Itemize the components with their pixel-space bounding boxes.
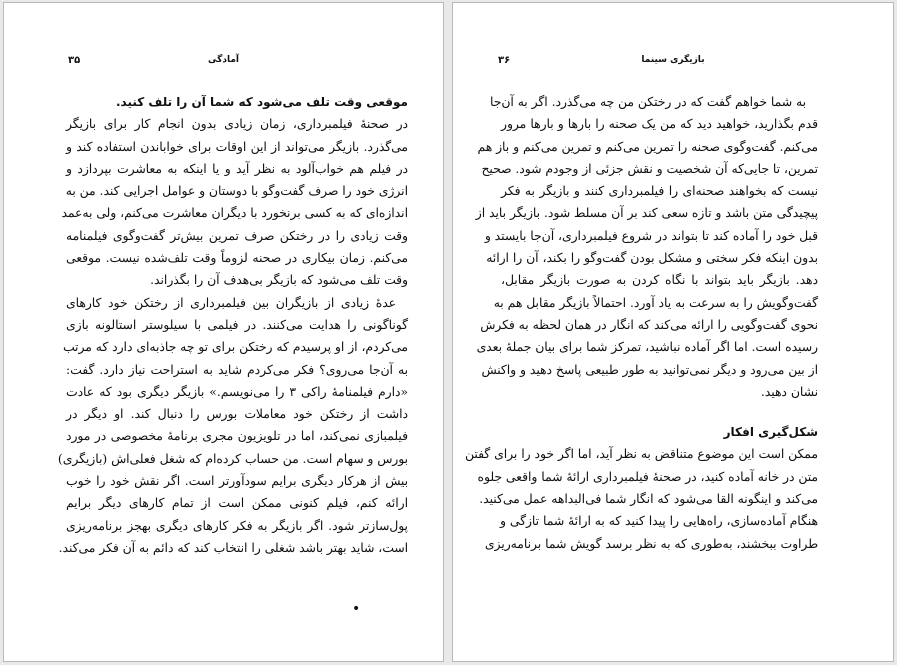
text-line: پول‌سازتر شود. اگر بازیگر به فکر کارهای دیگری بهجز برنامه‌ریزی bbox=[66, 518, 408, 533]
running-title: بازیگری سینما bbox=[641, 55, 705, 65]
text-line: پیچیدگی متن باشد و تازه سعی کند بر آن مسلط شود. بازیگر باید از bbox=[475, 206, 818, 221]
left-page bbox=[3, 2, 444, 662]
text-line: نیست که بخواهند صحنه‌ای را فیلمبرداری کنند و بازیگر به فکر bbox=[501, 184, 818, 199]
text-line: گوناگونی را هدایت می‌کنند. در فیلمی با سیلوستر استالونه بازی bbox=[66, 317, 408, 332]
section-heading: شکل‌گیری افکار bbox=[723, 425, 818, 440]
text-line: بورس و سهام است. من حساب کرده‌ام که شغل فعلی‌اش (بازیگری) bbox=[57, 451, 408, 466]
text-line: متن در خانه آماده کنید، در صحنهٔ فیلمبرداری ارائهٔ شما واقعی جلوه bbox=[477, 469, 818, 484]
text-line: از بین می‌رود و دیگر نمی‌توانید به طور طبیعی پاسخ دهید و واکنش bbox=[481, 362, 818, 377]
text-line: وقت تلف می‌شود که بازیگر بی‌هدف آن را بگذراند. bbox=[150, 273, 408, 288]
text-line: نشان دهید. bbox=[760, 384, 818, 399]
right-running-head bbox=[453, 55, 893, 71]
text-line: به شما خواهم گفت که در رختکن من چه می‌گذرد. اگر به آن‌جا bbox=[489, 95, 806, 109]
text-line: بدون اینکه فکر سختی و مشکل بودن گفت‌وگو را بکند، آن را ارائه bbox=[486, 251, 818, 266]
running-title: آمادگی bbox=[208, 55, 239, 65]
text-line: می‌کنم. گفت‌وگوی صحنه را تمرین می‌کنم و تمرین می‌کنم و باز هم bbox=[477, 139, 818, 154]
right-page bbox=[452, 2, 894, 662]
text-line: به آن‌جا می‌روی؟ فکر می‌کردم شاید به استراحت نیاز دارد. گفت: bbox=[66, 362, 408, 377]
text-line: قدم بگذارید، خواهید دید که من یک صحنه را بارها و بارها مرور bbox=[501, 117, 818, 132]
page-number: ۳۶ bbox=[498, 55, 511, 66]
text-line: فیلمبازی نمی‌کند، اما در تلویزیون مجری برنامهٔ مخصوصی در مورد bbox=[66, 429, 408, 444]
page-number: ۳۵ bbox=[68, 55, 81, 66]
text-line: قبل خود را آماده کند تا بتواند در شروع فیلمبرداری، آن‌جا بایستد و bbox=[484, 228, 818, 243]
text-line: نحوی گفت‌وگویی را ارائه می‌کند که انگار در همان لحظه به فکرش bbox=[480, 317, 818, 332]
text-line: عدهٔ زیادی از بازیگران بین فیلمبرداری از رختکن خود کارهای bbox=[66, 295, 396, 310]
text-line: می‌کند و اینگونه القا می‌شود که انگار شما فی‌البداهه عمل می‌کنید. bbox=[479, 492, 818, 507]
text-line: گفت‌وگویش را به سرعت به یاد آورد. احتمالاً بازیگر مقابل هم به bbox=[493, 295, 818, 310]
text-line: در صحنهٔ فیلمبرداری، زمان زیادی بدون انجام کار برای بازیگر bbox=[66, 117, 408, 132]
text-line: تمرین، تا جایی‌که آن شخصیت و نقش جزئی از وجودم شود. صحیح bbox=[481, 161, 818, 176]
text-line: ممکن است این موضوع متناقض به نظر آید، اما اگر خود را برای گفتن bbox=[465, 447, 818, 462]
paragraph-heading: موقعی وقت تلف می‌شود که شما آن را تلف کنید. bbox=[115, 95, 408, 109]
text-line: در فیلم هم خواب‌آلود به نظر آید و یا اینکه به معاشرت بپردازد و bbox=[66, 161, 408, 176]
footnote-marker: • bbox=[352, 601, 361, 617]
text-line: وقت زیادی را در رختکن صرف تمرین بیش‌تر گفت‌وگوی فیلمنامه bbox=[66, 228, 408, 243]
text-line: «دارم فیلمنامهٔ راکی ۳ را می‌نویسم.» بازیگر دیگری بود که عادت bbox=[66, 384, 408, 399]
left-running-head bbox=[4, 55, 443, 71]
text-line: می‌کنم. زمان بیکاری در صحنه لزوماً وقت تلف‌شده نیست. موقعی bbox=[66, 251, 408, 266]
text-line: می‌کردم، از او پرسیدم که رختکن برای تو چه جاذبه‌ای دارد که مرتب bbox=[62, 340, 408, 355]
left-page-body bbox=[57, 91, 408, 559]
right-page-body bbox=[465, 91, 818, 555]
text-line: می‌گذرد. بازیگر می‌تواند از این اوقات برای خواباندن استفاده کند و bbox=[66, 139, 408, 154]
text-line: طراوت ببخشند، به‌طوری که به نظر برسد گویش شما برنامه‌ریزی bbox=[484, 536, 818, 551]
text-line: رسیده است. اما اگر آماده نباشید، تمرکز شما برای بیان جملهٔ بعدی bbox=[476, 340, 818, 355]
text-line: است، شاید بهتر باشد شغلی را انتخاب کند که دائم به آن فکر می‌کند. bbox=[58, 540, 408, 555]
text-line: بیش از هرکار دیگری برایم سودآورتر است. اگر نقش خود را خوب bbox=[66, 474, 408, 489]
text-line: داشت از رختکن خود معاملات بورس را دنبال کند. او دیگر در bbox=[66, 407, 408, 422]
text-line: انرژی خود را صرف گفت‌وگو با دوستان و عوامل اجرایی کند. من به bbox=[65, 184, 408, 199]
text-line: ارائه کنم، فیلم کنونی ممکن است از تمام کارهای دیگر برایم bbox=[66, 496, 408, 511]
text-line: هنگام آماده‌سازی، راه‌هایی را پیدا کنید که به ارائهٔ شما تازگی و bbox=[500, 514, 818, 529]
text-line: دهد. بازیگر باید بتواند با نگاه کردن به صورت بازیگر مقابل، bbox=[501, 273, 818, 288]
text-line: اندازه‌ای که به کسی برنخورد با دیگران معاشرت می‌کنم، ولی به‌عمد bbox=[61, 206, 408, 221]
section-gap bbox=[501, 403, 818, 421]
